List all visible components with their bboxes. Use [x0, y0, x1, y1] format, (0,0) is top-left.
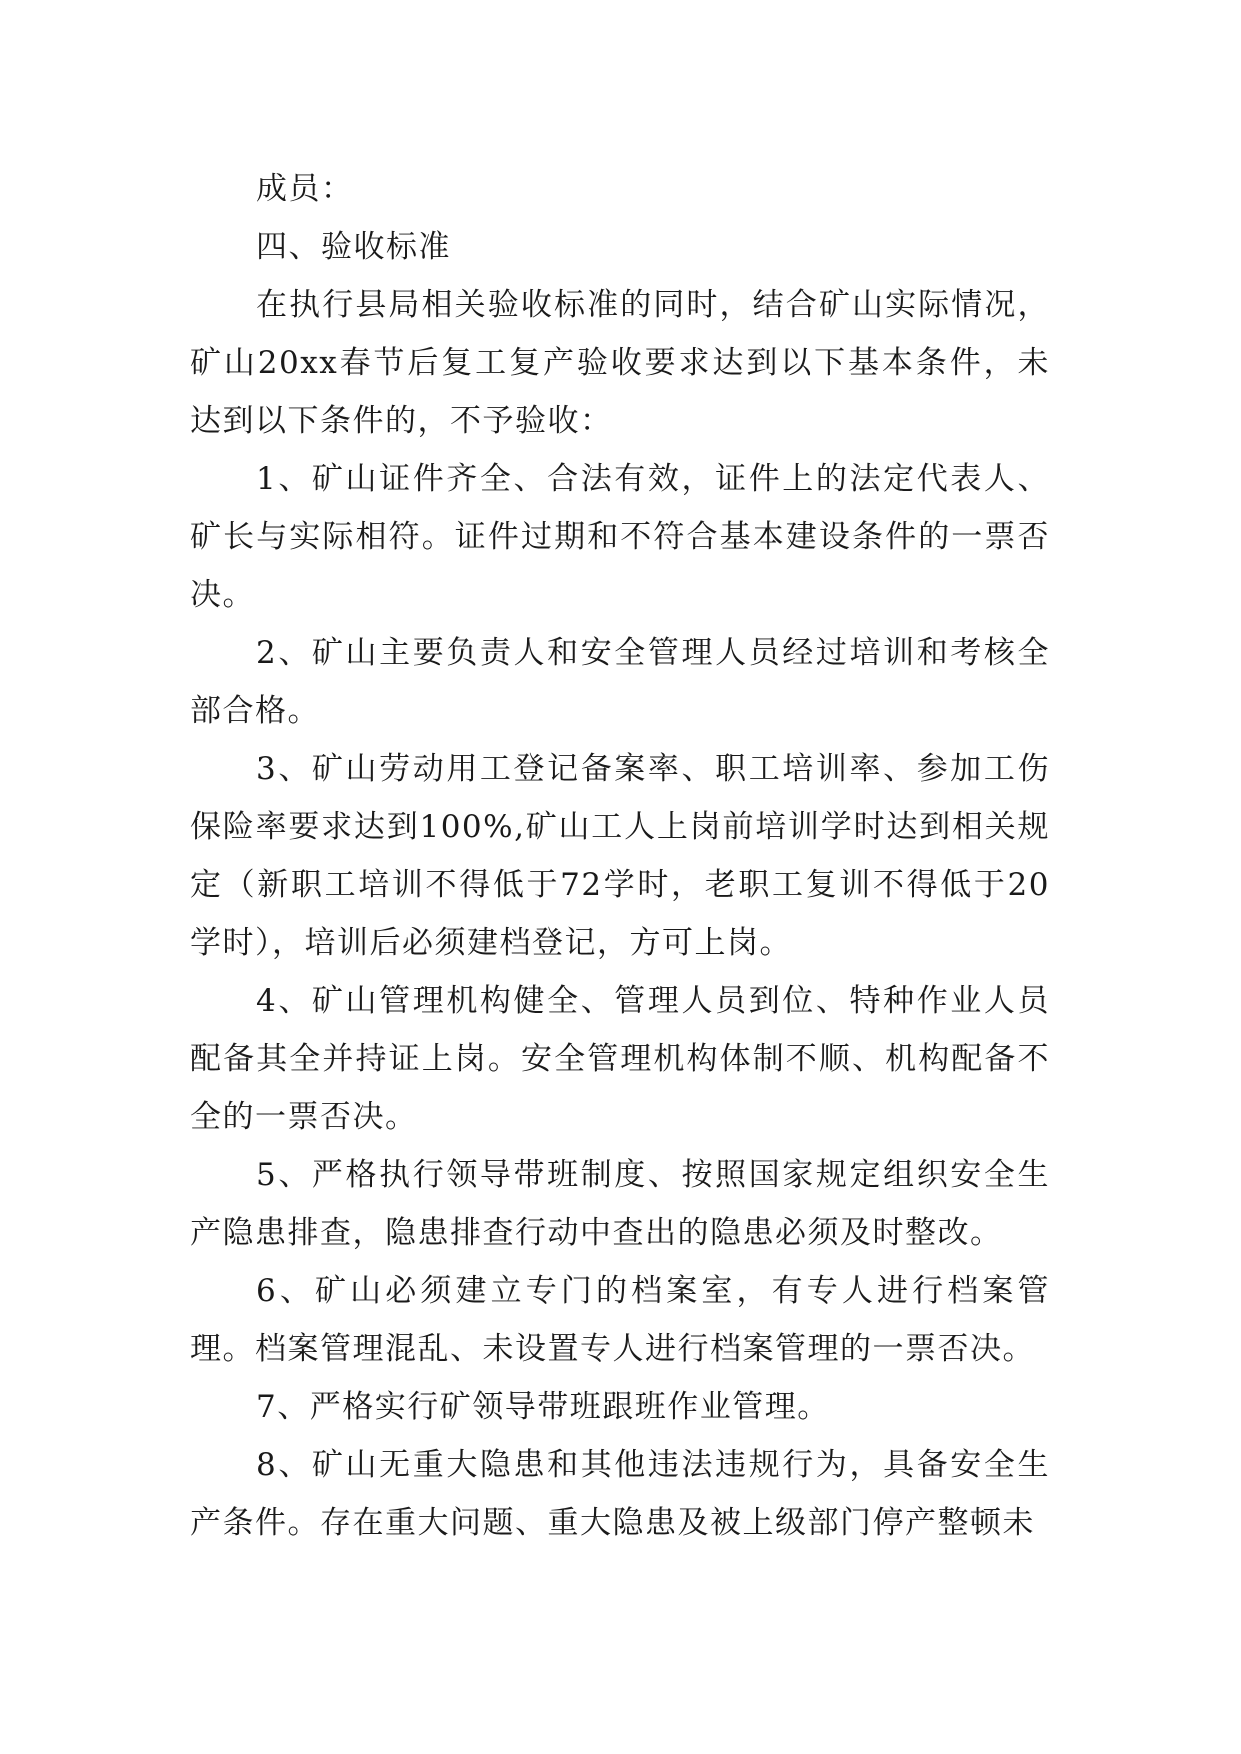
list-item-8: 8、矿山无重大隐患和其他违法违规行为，具备安全生产条件。存在重大问题、重大隐患及被上级部门停产整顿未: [190, 1447, 1050, 1541]
list-item-2: 2、矿山主要负责人和安全管理人员经过培训和考核全部合格。: [190, 635, 1050, 729]
paragraph-intro: 在执行县局相关验收标准的同时，结合矿山实际情况，矿山20xx春节后复工复产验收要求达到以下基本条件，未达到以下条件的，不予验收：: [190, 287, 1050, 439]
list-item-6: 6、矿山必须建立专门的档案室，有专人进行档案管理。档案管理混乱、未设置专人进行档案管理的一票否决。: [190, 1273, 1050, 1367]
paragraph-members: 成员：: [256, 171, 354, 207]
document-body: [190, 160, 1050, 1552]
list-item-4: 4、矿山管理机构健全、管理人员到位、特种作业人员配备其全并持证上岗。安全管理机构体制不顺、机构配备不全的一票否决。: [190, 983, 1050, 1135]
list-item-3: 3、矿山劳动用工登记备案率、职工培训率、参加工伤保险率要求达到100%,矿山工人上岗前培训学时达到相关规定（新职工培训不得低于72学时，老职工复训不得低于20学时），培训后必须建档登记，方可上岗。: [190, 751, 1050, 961]
list-item-7: 7、严格实行矿领导带班跟班作业管理。: [256, 1389, 830, 1425]
list-item-1: 1、矿山证件齐全、合法有效，证件上的法定代表人、矿长与实际相符。证件过期和不符合基本建设条件的一票否决。: [190, 461, 1050, 613]
section-heading-acceptance-criteria: 四、验收标准: [256, 229, 451, 265]
list-item-5: 5、严格执行领导带班制度、按照国家规定组织安全生产隐患排查，隐患排查行动中查出的隐患必须及时整改。: [190, 1157, 1050, 1251]
